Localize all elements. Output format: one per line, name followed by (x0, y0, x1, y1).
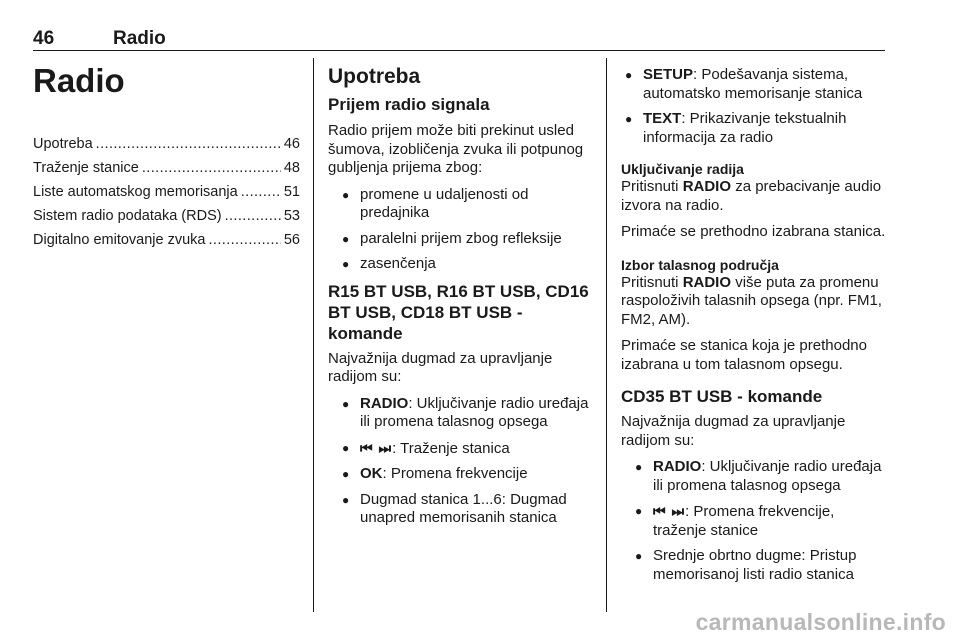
column-divider-1 (313, 58, 314, 612)
list-item: ● Srednje obrtno dugme: Pristup memorisanoj listi radio stanica (635, 547, 887, 584)
column-operation (621, 58, 887, 591)
band-select-paragraph: Pritisnuti RADIO više puta za promenu raspoloživih talasnih opsega (npr. FM1, FM2, AM). (621, 273, 882, 328)
switch-on-paragraph: Pritisnuti RADIO za prebacivanje audio izvora na radio. (621, 178, 882, 214)
list-item: ● SETUP: Podešavanja sistema, automatsko memorisanje stanica (625, 66, 887, 103)
radio-key-label: RADIO (360, 394, 409, 412)
toc-entry-dab[interactable] (33, 228, 300, 252)
page-number: 46 (33, 28, 55, 49)
toc-entry-page: 51 (283, 184, 300, 200)
toc-entry-liste-memorisanja[interactable] (33, 180, 300, 204)
toc-entry-page: 46 (283, 136, 300, 152)
page-section-title: Radio (113, 28, 166, 49)
band-select-note: Primaće se stanica koja je prethodno izabrana u tom talasnom opsegu. (621, 337, 867, 373)
toc-entry-label: Sistem radio podataka (RDS) (33, 208, 222, 224)
list-item: ● ⏮ ⏭: Traženje stanica (342, 439, 592, 459)
cd35-intro: Najvažnija dugmad za upravljanje radijom su: (621, 413, 846, 449)
table-of-contents (33, 132, 300, 252)
column-divider-2 (606, 58, 607, 612)
radio-key-label: RADIO (682, 273, 732, 291)
seek-buttons-icon: ⏮ ⏭ (360, 439, 393, 456)
watermark: carmanualsonline.info (695, 609, 946, 635)
toc-entry-upotreba[interactable] (33, 132, 300, 156)
seek-buttons-icon: ⏮ ⏭ (653, 503, 686, 519)
toc-entry-label: Digitalno emitovanje zvuka (33, 232, 206, 248)
list-item: ● ⏮ ⏭: Promena frekvencije, traženje stanice (635, 502, 887, 540)
toc-leader-dots (225, 204, 281, 228)
subheading-band-select: Izbor talasnog područja (621, 256, 779, 273)
subheading-switch-on: Uključivanje radija (621, 161, 744, 177)
section-heading-upotreba: Upotreba (328, 65, 421, 88)
list-item: ● Dugmad stanica 1...6: Dugmad unapred memorisanih stanica (342, 491, 592, 528)
radio-key-label: RADIO (653, 458, 702, 475)
subheading-controls: R15 BT USB, R16 BT USB, CD16 BT USB, CD18 BT USB - komande (328, 281, 589, 343)
list-item: ● zasenčenja (342, 255, 592, 274)
toc-entry-page: 53 (283, 208, 300, 224)
toc-entry-page: 56 (283, 232, 300, 248)
switch-on-note: Primaće se prethodno izabrana stanica. (621, 223, 886, 240)
toc-entry-trazenje-stanice[interactable] (33, 156, 300, 180)
list-item: ● OK: Promena frekvencije (342, 465, 592, 484)
toc-leader-dots (142, 156, 281, 180)
toc-leader-dots (208, 228, 280, 252)
controls-intro: Najvažnija dugmad za upravljanje radijom su: (328, 349, 553, 385)
subheading-reception: Prijem radio signala (328, 95, 490, 114)
ok-key-label: OK (360, 465, 383, 482)
toc-entry-page: 48 (283, 160, 300, 176)
column-contents (33, 58, 300, 252)
toc-leader-dots (241, 180, 281, 204)
list-item: ● RADIO: Uključivanje radio uređaja ili promena talasnog opsega (342, 395, 592, 432)
list-item: ● promene u udaljenosti od predajnika (342, 186, 592, 223)
page-header (33, 24, 885, 50)
list-item: ● paralelni prijem zbog refleksije (342, 230, 592, 249)
column-usage (328, 58, 592, 535)
header-rule (33, 50, 885, 51)
setup-key-label: SETUP (643, 66, 694, 83)
text-key-label: TEXT (643, 110, 682, 127)
controls-list-continued (621, 66, 887, 147)
toc-entry-rds[interactable] (33, 204, 300, 228)
list-item: ● RADIO: Uključivanje radio uređaja ili promena talasnog opsega (635, 458, 887, 495)
subheading-cd35-controls: CD35 BT USB - komande (621, 387, 823, 406)
cd35-controls-list (621, 458, 887, 584)
toc-entry-label: Liste automatskog memorisanja (33, 184, 238, 200)
reception-causes-list (328, 186, 592, 274)
toc-leader-dots (96, 132, 281, 156)
radio-key-label: RADIO (682, 178, 732, 195)
chapter-title: Radio (33, 62, 125, 99)
toc-entry-label: Traženje stanice (33, 160, 139, 176)
toc-entry-label: Upotreba (33, 136, 93, 152)
controls-list (328, 395, 592, 528)
list-item: ● TEXT: Prikazivanje tekstualnih informacija za radio (625, 110, 887, 147)
reception-intro: Radio prijem može biti prekinut usled šumova, izobličenja zvuka ili potpunog gubljenja prijema zbog: (328, 122, 584, 176)
